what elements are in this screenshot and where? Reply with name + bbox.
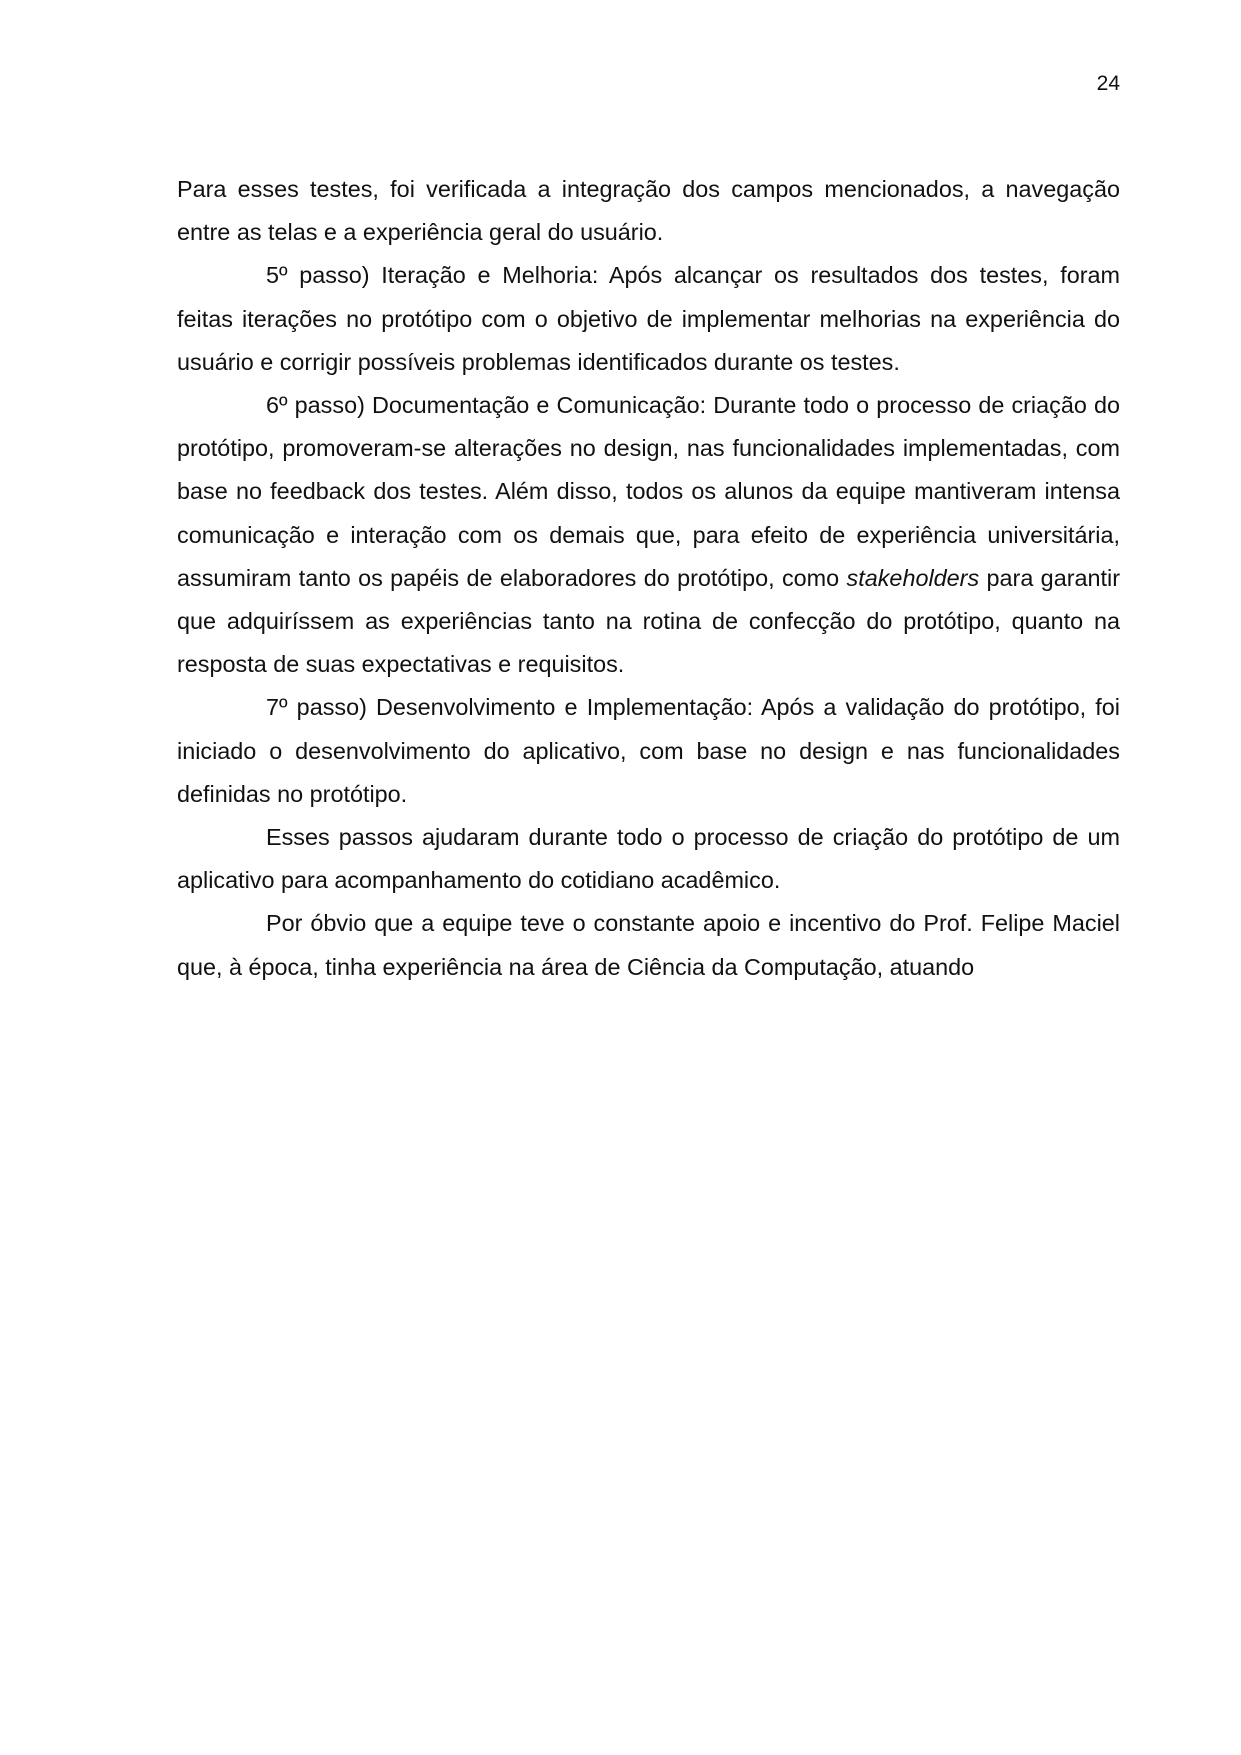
paragraph-step-7: 7º passo) Desenvolvimento e Implementação: Após a validação do protótipo, foi iniciado o desenvolvimento do aplicativo, com base no design e nas funcionalidades definidas no protótipo. xyxy=(177,694,1120,807)
paragraph-acknowledgement: Por óbvio que a equipe teve o constante apoio e incentivo do Prof. Felipe Maciel que, à época, tinha experiência na área de Ciência da Computação, atuando xyxy=(177,910,1120,980)
paragraph-step-5: 5º passo) Iteração e Melhoria: Após alcançar os resultados dos testes, foram feitas iterações no protótipo com o objetivo de implementar melhorias na experiência do usuário e corrigir possíveis problemas identificados durante os testes. xyxy=(177,262,1120,375)
paragraph-step-6-part-b: para garantir que adquiríssem as experiências tanto na rotina de confecção do protótipo, quanto na resposta de suas expectativas e requisitos. xyxy=(177,564,1120,678)
page-number: 24 xyxy=(1096,72,1120,95)
stakeholders-emphasis: stakeholders xyxy=(846,564,980,591)
paragraph-summary: Esses passos ajudaram durante todo o processo de criação do protótipo de um aplicativo para acompanhamento do cotidiano acadêmico. xyxy=(177,824,1120,894)
body-text xyxy=(177,168,1120,989)
paragraph-step-6-part-a: 6º passo) Documentação e Comunicação: Durante todo o processo de criação do protótipo, promoveram-se alterações no design, nas funcionalidades implementadas, com base no feedback dos testes. Além disso, todos os alunos da equipe mantiveram intensa comunicação e interação com os demais que, para efeito de experiência universitária, assumiram tanto os papéis de elaboradores do protótipo, como xyxy=(177,392,1120,591)
paragraph-step-6 xyxy=(177,384,1120,686)
paragraph-1: Para esses testes, foi verificada a integração dos campos mencionados, a navegação entre as telas e a experiência geral do usuário. xyxy=(177,176,1120,246)
